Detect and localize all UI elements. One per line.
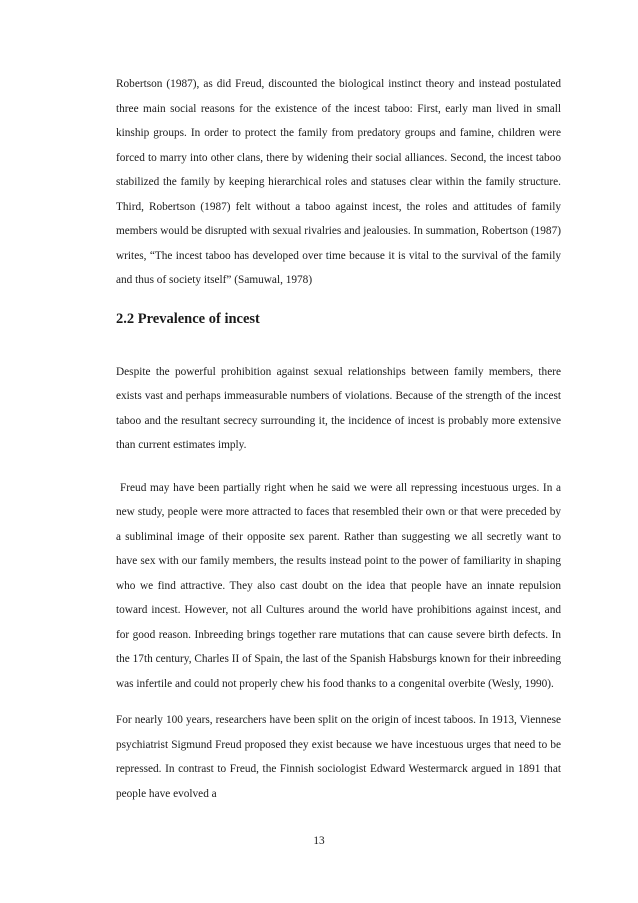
document-page-body: [116, 72, 561, 806]
paragraph-freud-familiarity: Freud may have been partially right when he said we were all repressing incestuous urges. In a new study, people were more attracted to faces that resembled their own or that were preceded by a subliminal image of their opposite sex parent. Rather than suggesting we all secretly want to have sex with our family members, the results instead point to the power of familiarity in shaping who we find attractive. They also cast doubt on the idea that people have an innate repulsion toward incest. However, not all Cultures around the world have prohibitions against incest, and for good reason. Inbreeding brings together rare mutations that can cause severe birth defects. In the 17th century, Charles II of Spain, the last of the Spanish Habsburgs known for their inbreeding was infertile and could not properly chew his food thanks to a congenital overbite (Wesly, 1990).: [116, 481, 561, 690]
paragraph-prevalence: Despite the powerful prohibition against sexual relationships between family members, there exists vast and perhaps immeasurable numbers of violations. Because of the strength of the incest taboo and the resultant secrecy surrounding it, the incidence of incest is probably more extensive than current estimates imply.: [116, 365, 561, 451]
paragraph-origin-of-taboos: For nearly 100 years, researchers have been split on the origin of incest taboos. In 1913, Viennese psychiatrist Sigmund Freud proposed they exist because we have incestuous urges that need to be repressed. In contrast to Freud, the Finnish sociologist Edward Westermarck argued in 1891 that people have evolved a: [116, 714, 561, 800]
paragraph-robertson-social-reasons: Robertson (1987), as did Freud, discounted the biological instinct theory and instead postulated three main social reasons for the existence of the incest taboo: First, early man lived in small kinship groups. In order to protect the family from predatory groups and famine, children were forced to marry into other clans, there by widening their social alliances. Second, the incest taboo stabilized the family by keeping hierarchical roles and statuses clear within the family structure. Third, Robertson (1987) felt without a taboo against incest, the roles and attitudes of family members would be disrupted with sexual rivalries and jealousies. In summation, Robertson (1987) writes, “The incest taboo has developed over time because it is vital to the survival of the family and thus of society itself” (Samuwal, 1978): [116, 78, 561, 286]
page-number: 13: [313, 835, 325, 847]
section-heading: 2.2 Prevalence of incest: [116, 310, 260, 327]
